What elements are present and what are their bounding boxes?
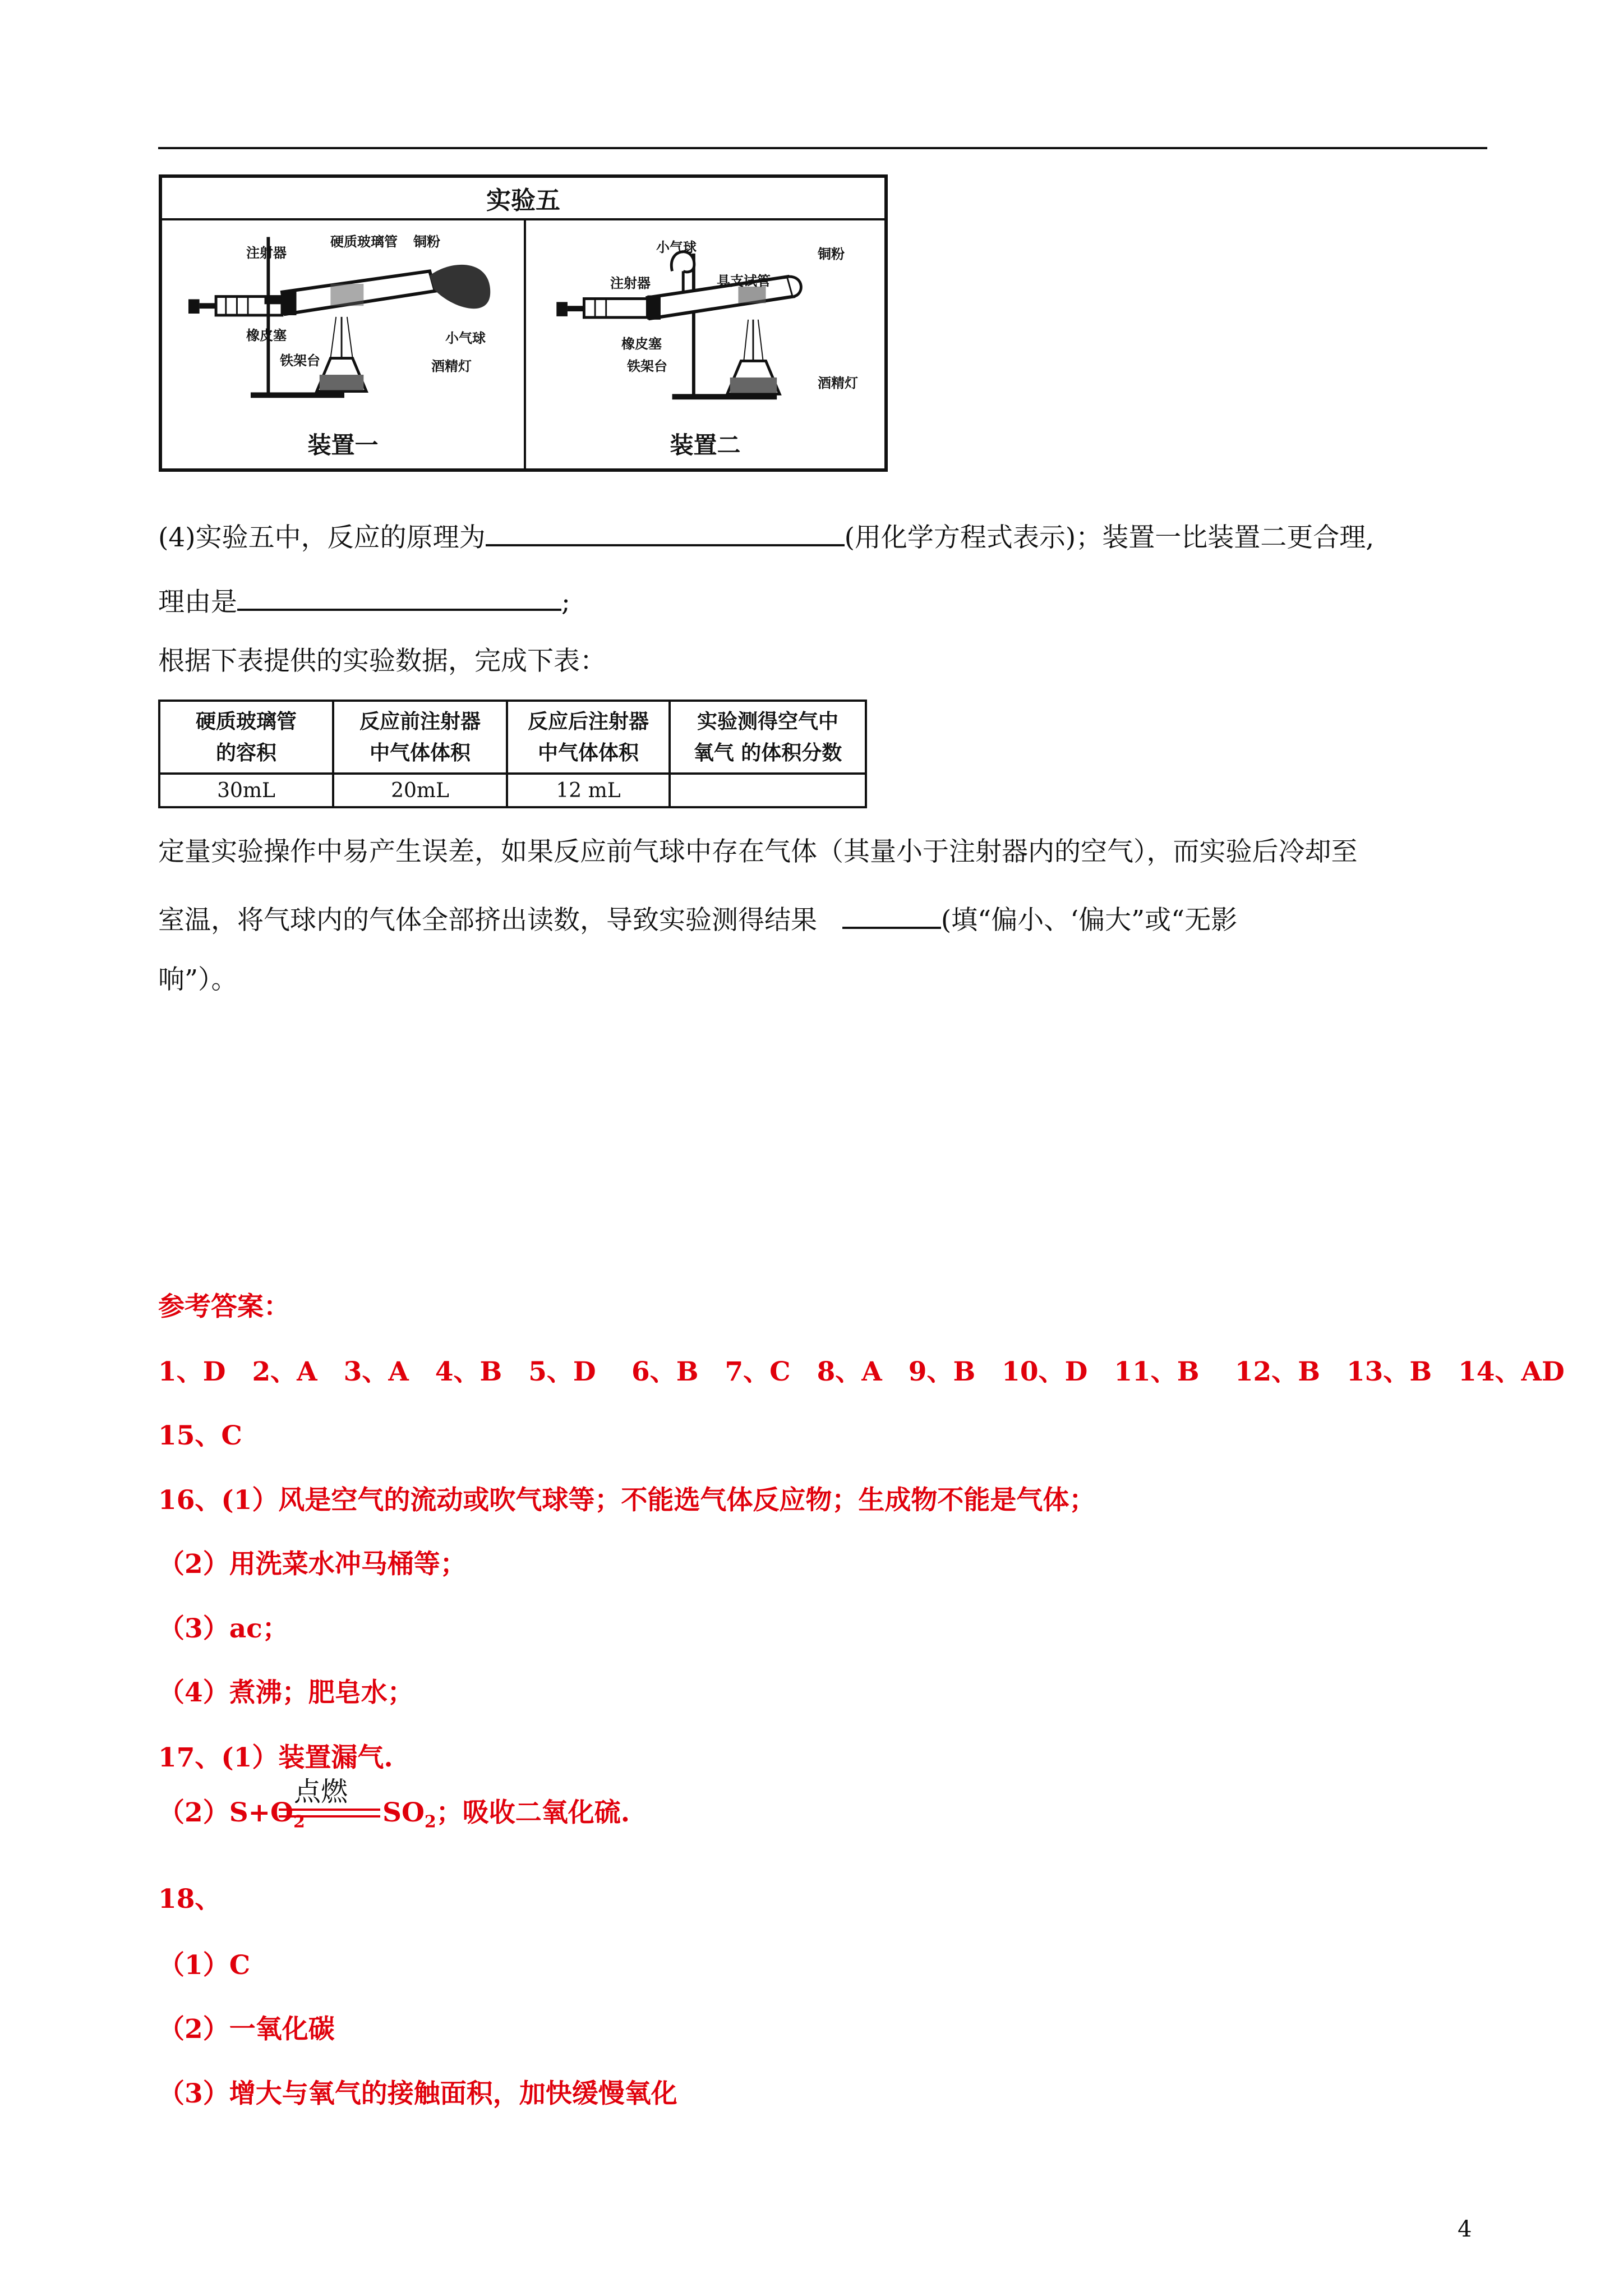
label-syringe: 注射器 — [246, 245, 287, 261]
apparatus-one-panel — [162, 220, 524, 468]
reaction-condition: 点燃 — [294, 1776, 348, 1807]
table-header-cell: 反应前注射器 中气体体积 — [333, 701, 507, 774]
answer-blank-equation[interactable] — [486, 519, 845, 546]
error-paragraph-line-1: 定量实验操作中易产生误差，如果反应前气球中存在气体（其量小于注射器内的空气），而实验后冷却至 — [158, 836, 1358, 867]
header-rule — [158, 147, 1487, 149]
answer-16-4: （4）煮沸；肥皂水； — [158, 1677, 414, 1708]
answer-17-1: 17、(1）装置漏气. — [158, 1742, 393, 1773]
table-intro: 根据下表提供的实验数据，完成下表： — [158, 646, 606, 677]
page-number: 4 — [1458, 2216, 1472, 2242]
caption-apparatus-two: 装置二 — [670, 431, 741, 459]
answer-18-3: （3）增大与氧气的接触面积，加快缓慢氧化 — [158, 2078, 677, 2109]
label-small-balloon: 小气球 — [445, 330, 486, 346]
answer-17-2-right: $SO_2$；吸收二氧化硫. — [382, 1797, 630, 1832]
answer-16-1: 16、(1）风是空气的流动或吹气球等；不能选气体反应物；生成物不能是气体； — [158, 1485, 1096, 1516]
table-cell: 20mL — [333, 774, 507, 807]
apparatus-two-panel — [526, 220, 884, 468]
label-rubber-stopper: 橡皮塞 — [246, 327, 287, 343]
answer-17-2-left: $(2)S+O_2$ — [158, 1797, 305, 1832]
label-alcohol-lamp-2: 酒精灯 — [818, 375, 858, 391]
answer-18-1: （1）C — [158, 1950, 251, 1981]
error-paragraph-line-3: 响”）。 — [158, 964, 238, 995]
table-cell: 30mL — [159, 774, 333, 807]
label-glass-tube: 硬质玻璃管 — [330, 233, 398, 250]
answer-16-3: （3）ac； — [158, 1613, 289, 1644]
answer-blank-effect[interactable] — [842, 902, 941, 929]
experiment-figure — [159, 174, 888, 472]
table-header-cell: 实验测得空气中 氧气 的体积分数 — [670, 701, 866, 774]
answer-18-2: （2）一氧化碳 — [158, 2014, 335, 2045]
answers-heading: 参考答案： — [158, 1291, 290, 1322]
table-header-cell: 反应后注射器 中气体体积 — [507, 701, 670, 774]
figure-title: 实验五 — [162, 178, 884, 220]
table-cell: 12 mL — [507, 774, 670, 807]
label-side-arm-tube: 具支试管 — [717, 273, 771, 289]
answer-16-2: （2）用洗菜水冲马桶等； — [158, 1549, 467, 1580]
question-line-1: (4)实验五中，反应的原理为 (用化学方程式表示)；装置一比装置二更合理, — [158, 519, 1374, 551]
answer-18: 18、 — [158, 1884, 222, 1915]
experiment-data-table — [158, 700, 867, 808]
label-copper-powder: 铜粉 — [413, 233, 440, 250]
table-header-cell: 硬质玻璃管 的容积 — [159, 701, 333, 774]
label-small-balloon-2: 小气球 — [656, 239, 697, 255]
question-line-2: 理由是 ; — [158, 584, 570, 615]
label-alcohol-lamp: 酒精灯 — [431, 358, 472, 374]
label-rubber-stopper-2: 橡皮塞 — [621, 335, 662, 352]
label-copper-powder-2: 铜粉 — [818, 246, 845, 262]
answer-blank-reason[interactable] — [237, 584, 561, 611]
label-iron-stand: 铁架台 — [280, 352, 320, 369]
answers-mc-line: 1、D 2、A 3、A 4、B 5、D 6、B 7、C 8、A 9、B 10、D 11、B 12、B 13、B 14、AD — [158, 1356, 1565, 1387]
error-paragraph-line-2: 室温，将气球内的气体全部挤出读数，导致实验测得结果 (填“偏小、‘偏大”或“无影 — [158, 902, 1237, 933]
caption-apparatus-one: 装置一 — [307, 431, 379, 459]
label-syringe-2: 注射器 — [610, 275, 651, 291]
table-cell-answer[interactable] — [670, 774, 866, 807]
label-iron-stand-2: 铁架台 — [627, 358, 667, 374]
answer-15: 15、C — [158, 1420, 242, 1451]
